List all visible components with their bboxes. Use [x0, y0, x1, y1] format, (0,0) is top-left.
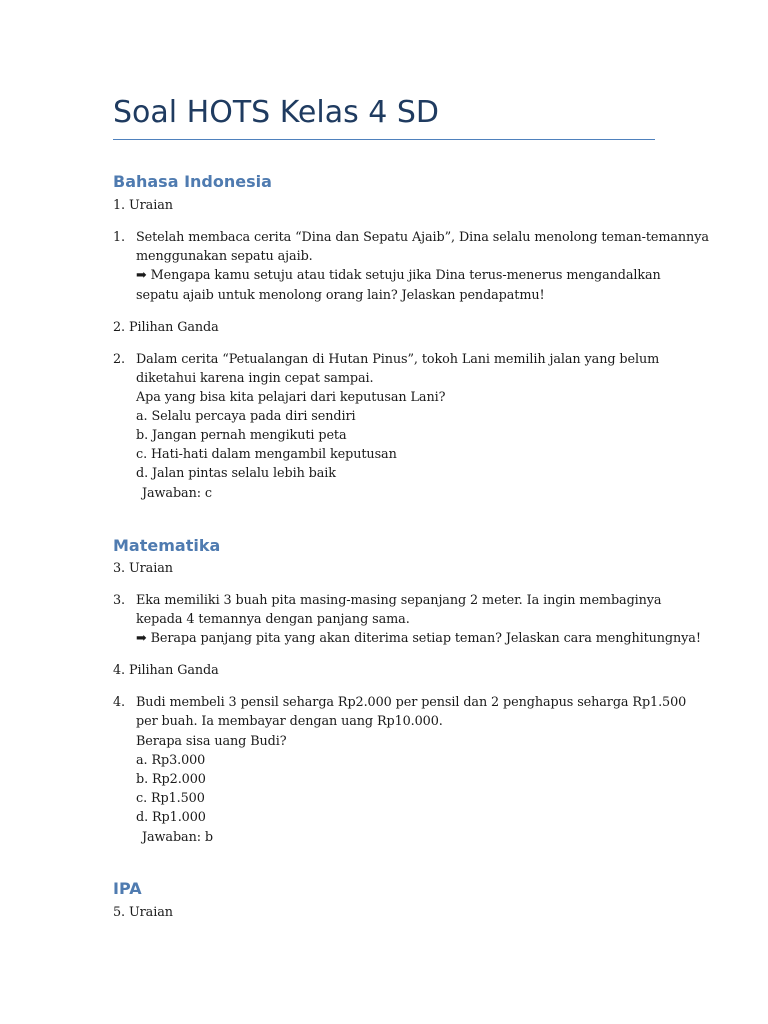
subsection-label: 5. Uraian — [113, 905, 173, 920]
answer-key: Jawaban: b — [142, 830, 213, 845]
question-number: 2. — [113, 352, 126, 367]
section-heading-matematika: Matematika — [113, 536, 221, 555]
question-number: 1. — [113, 230, 126, 245]
subsection-label: 3. Uraian — [113, 561, 173, 576]
question-number: 3. — [113, 593, 126, 608]
answer-option: a. Selalu percaya pada diri sendiri — [136, 409, 356, 424]
question-prompt: sepatu ajaib untuk menolong orang lain? Jelaskan pendapatmu! — [136, 288, 545, 303]
subsection-label: 4. Pilihan Ganda — [113, 663, 219, 678]
answer-option: c. Hati-hati dalam mengambil keputusan — [136, 447, 397, 462]
question-text: per buah. Ia membayar dengan uang Rp10.000. — [136, 714, 443, 729]
question-prompt: Berapa sisa uang Budi? — [136, 734, 287, 749]
page-title: Soal HOTS Kelas 4 SD — [113, 95, 440, 130]
question-text: Dalam cerita “Petualangan di Hutan Pinus”, tokoh Lani memilih jalan yang belum — [136, 352, 660, 367]
section-heading-bahasa-indonesia: Bahasa Indonesia — [113, 172, 272, 191]
answer-option: d. Jalan pintas selalu lebih baik — [136, 466, 336, 481]
question-text: Budi membeli 3 pensil seharga Rp2.000 per pensil dan 2 penghapus seharga Rp1.500 — [136, 695, 687, 710]
answer-option: a. Rp3.000 — [136, 753, 206, 768]
question-text: kepada 4 temannya dengan panjang sama. — [136, 612, 410, 627]
question-text: Setelah membaca cerita “Dina dan Sepatu Ajaib”, Dina selalu menolong teman-temannya — [136, 230, 709, 245]
section-heading-ipa: IPA — [113, 879, 142, 898]
subsection-label: 2. Pilihan Ganda — [113, 320, 219, 335]
answer-option: b. Jangan pernah mengikuti peta — [136, 428, 347, 443]
question-text: Eka memiliki 3 buah pita masing-masing sepanjang 2 meter. Ia ingin membaginya — [136, 593, 662, 608]
answer-option: c. Rp1.500 — [136, 791, 205, 806]
question-prompt: ➡ Mengapa kamu setuju atau tidak setuju jika Dina terus-menerus mengandalkan — [136, 268, 661, 283]
question-text: diketahui karena ingin cepat sampai. — [136, 371, 374, 386]
answer-key: Jawaban: c — [142, 486, 212, 501]
question-prompt: Apa yang bisa kita pelajari dari keputusan Lani? — [136, 390, 446, 405]
question-text: menggunakan sepatu ajaib. — [136, 249, 313, 264]
subsection-label: 1. Uraian — [113, 198, 173, 213]
question-prompt: ➡ Berapa panjang pita yang akan diterima setiap teman? Jelaskan cara menghitungnya! — [136, 631, 701, 646]
answer-option: d. Rp1.000 — [136, 810, 206, 825]
answer-option: b. Rp2.000 — [136, 772, 206, 787]
question-number: 4. — [113, 695, 126, 710]
title-divider — [113, 139, 655, 140]
